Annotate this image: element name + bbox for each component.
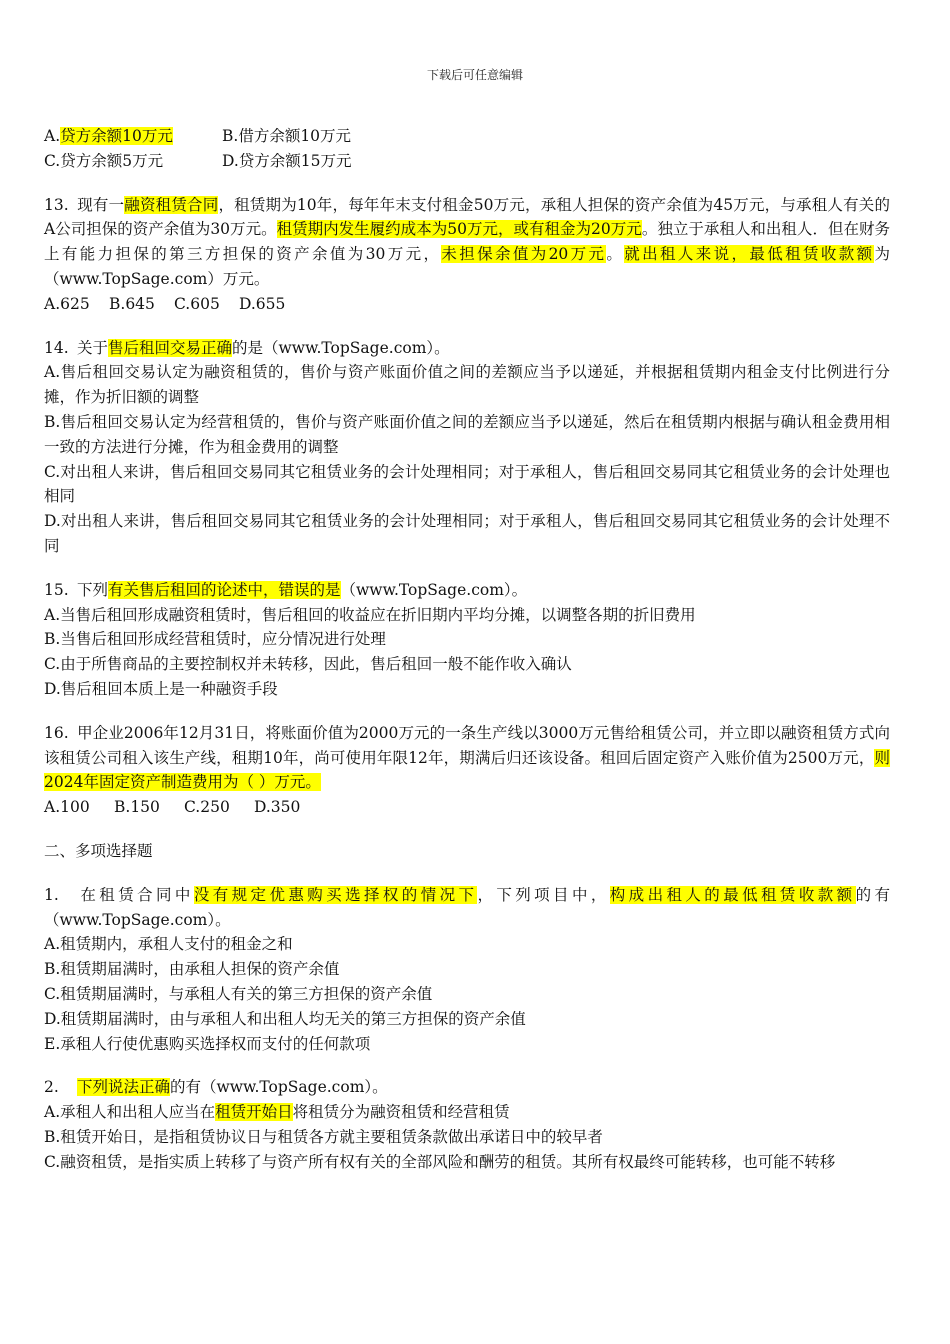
q12-option-b: B.借方余额10万元 [222,127,352,145]
m2-stem: 2. 下列说法正确的有（www.TopSage.com）。 [44,1075,890,1100]
highlight: 贷方余额10万元 [60,127,173,145]
question-number: 15. [44,580,69,599]
highlight: 有关售后租回的论述中，错误的是 [108,580,341,599]
question-number: 14. [44,338,69,357]
highlight: 售后租回交易正确 [108,338,233,357]
m2-option-c: C.融资租赁，是指实质上转移了与资产所有权有关的全部风险和酬劳的租赁。其所有权最终可能转移，也可能不转移 [44,1152,836,1171]
m1-option-c: C.租赁期届满时，与承租人有关的第三方担保的资产余值 [44,984,433,1003]
option: B.150 [114,798,160,817]
q13-options [44,292,890,317]
q16-stem: 16. 甲企业2006年12月31日，将账面价值为2000万元的一条生产线以3000万元售给租赁公司，并立即以融资租赁方式向该租赁公司租入该生产线，租期10年，尚可使用年限12年，期满后归还该设备。租回后固定资产入账价值为2500万元，则2024年固定资产制造费用为（ ）万元。 [44,721,890,795]
q15-stem: 15. 下列有关售后租回的论述中，错误的是（www.TopSage.com）。 [44,578,890,603]
m1-option-d: D.租赁期届满时，由与承租人和出租人均无关的第三方担保的资产余值 [44,1009,526,1028]
q13-stem: 13. 现有一融资租赁合同，租赁期为10年，每年年末支付租金50万元，承租人担保的资产余值为45万元，与承租人有关的A公司担保的资产余值为30万元。租赁期内发生履约成本为50万元，或有租金为20万元。独立于承租人和出租人．但在财务上有能力担保的第三方担保的资产余值为30万元，未担保余值为20万元。就出租人来说，最低租赁收款额为（www.TopSage.com）万元。 [44,193,890,292]
q15-option-d: D.售后租回本质上是一种融资手段 [44,679,278,698]
document-body [44,124,890,1174]
option: D.350 [254,798,301,817]
page-header-note: 下载后可任意编辑 [426,68,523,82]
question-number: 2. [44,1078,59,1097]
q12-options-row-2 [44,149,890,174]
highlight: 融资租赁合同 [124,195,219,214]
m2-option-b: B.租赁开始日，是指租赁协议日与租赁各方就主要租赁条款做出承诺日中的较早者 [44,1127,603,1146]
m2-option-a: A.承租人和出租人应当在租赁开始日将租赁分为融资租赁和经营租赁 [44,1103,510,1122]
m1-option-e: E.承租人行使优惠购买选择权而支付的任何款项 [44,1034,371,1053]
option: C.250 [184,798,230,817]
q15-option-c: C.由于所售商品的主要控制权并未转移，因此，售后租回一般不能作收入确认 [44,655,572,674]
question-number: 13. [44,195,69,214]
m1-option-a: A.租赁期内，承租人支付的租金之和 [44,935,293,954]
q16-options [44,795,890,820]
q14-option-a: A.售后租回交易认定为融资租赁的，售价与资产账面价值之间的差额应当予以递延，并根据租赁期内租金支付比例进行分摊，作为折旧额的调整 [44,363,890,407]
option: A.625 [44,294,90,313]
q14-option-c: C.对出租人来讲，售后租回交易同其它租赁业务的会计处理相同；对于承租人，售后租回交易同其它租赁业务的会计处理也相同 [44,462,890,506]
q14-stem: 14. 关于售后租回交易正确的是（www.TopSage.com）。 [44,336,890,361]
option: D.655 [239,294,286,313]
q12-option-c: C.贷方余额5万元 [44,151,164,170]
highlight: 下列说法正确 [77,1078,171,1097]
option: A.100 [44,798,90,817]
m1-stem: 1. 在租赁合同中没有规定优惠购买选择权的情况下，下列项目中，构成出租人的最低租赁收款额的有（www.TopSage.com）。 [44,883,890,933]
highlight: 没有规定优惠购买选择权的情况下 [193,885,478,904]
q12-option-d: D.贷方余额15万元 [222,151,352,170]
question-number: 1. [44,885,59,904]
q12-options-row-1 [44,124,890,149]
q12-option-a: A.贷方余额10万元 [44,127,173,145]
q15-option-a: A.当售后租回形成融资租赁时，售后租回的收益应在折旧期内平均分摊，以调整各期的折旧费用 [44,605,696,624]
q14-option-b: B.售后租回交易认定为经营租赁的，售价与资产账面价值之间的差额应当予以递延，然后在租赁期内根据与确认租金费用相一致的方法进行分摊，作为租金费用的调整 [44,412,890,456]
option: B.645 [109,294,155,313]
question-number: 16. [44,723,69,742]
m1-option-b: B.租赁期届满时，由承租人担保的资产余值 [44,960,340,979]
highlight: 构成出租人的最低租赁收款额 [609,885,856,904]
q14-option-d: D.对出租人来讲，售后租回交易同其它租赁业务的会计处理相同；对于承租人，售后租回交易同其它租赁业务的会计处理不同 [44,512,890,555]
highlight: 租赁开始日 [215,1103,293,1122]
highlight: 就出租人来说，最低租赁收款额 [624,245,875,264]
option: C.605 [174,294,220,313]
highlight: 未担保余值为20万元 [441,245,607,264]
highlight: 租赁期内发生履约成本为50万元，或有租金为20万元 [276,220,642,239]
highlight: 则2024年固定资产制造费用为（ ）万元。 [44,748,890,792]
section-title: 二、多项选择题 [44,841,153,860]
q15-option-b: B.当售后租回形成经营租赁时，应分情况进行处理 [44,630,386,649]
